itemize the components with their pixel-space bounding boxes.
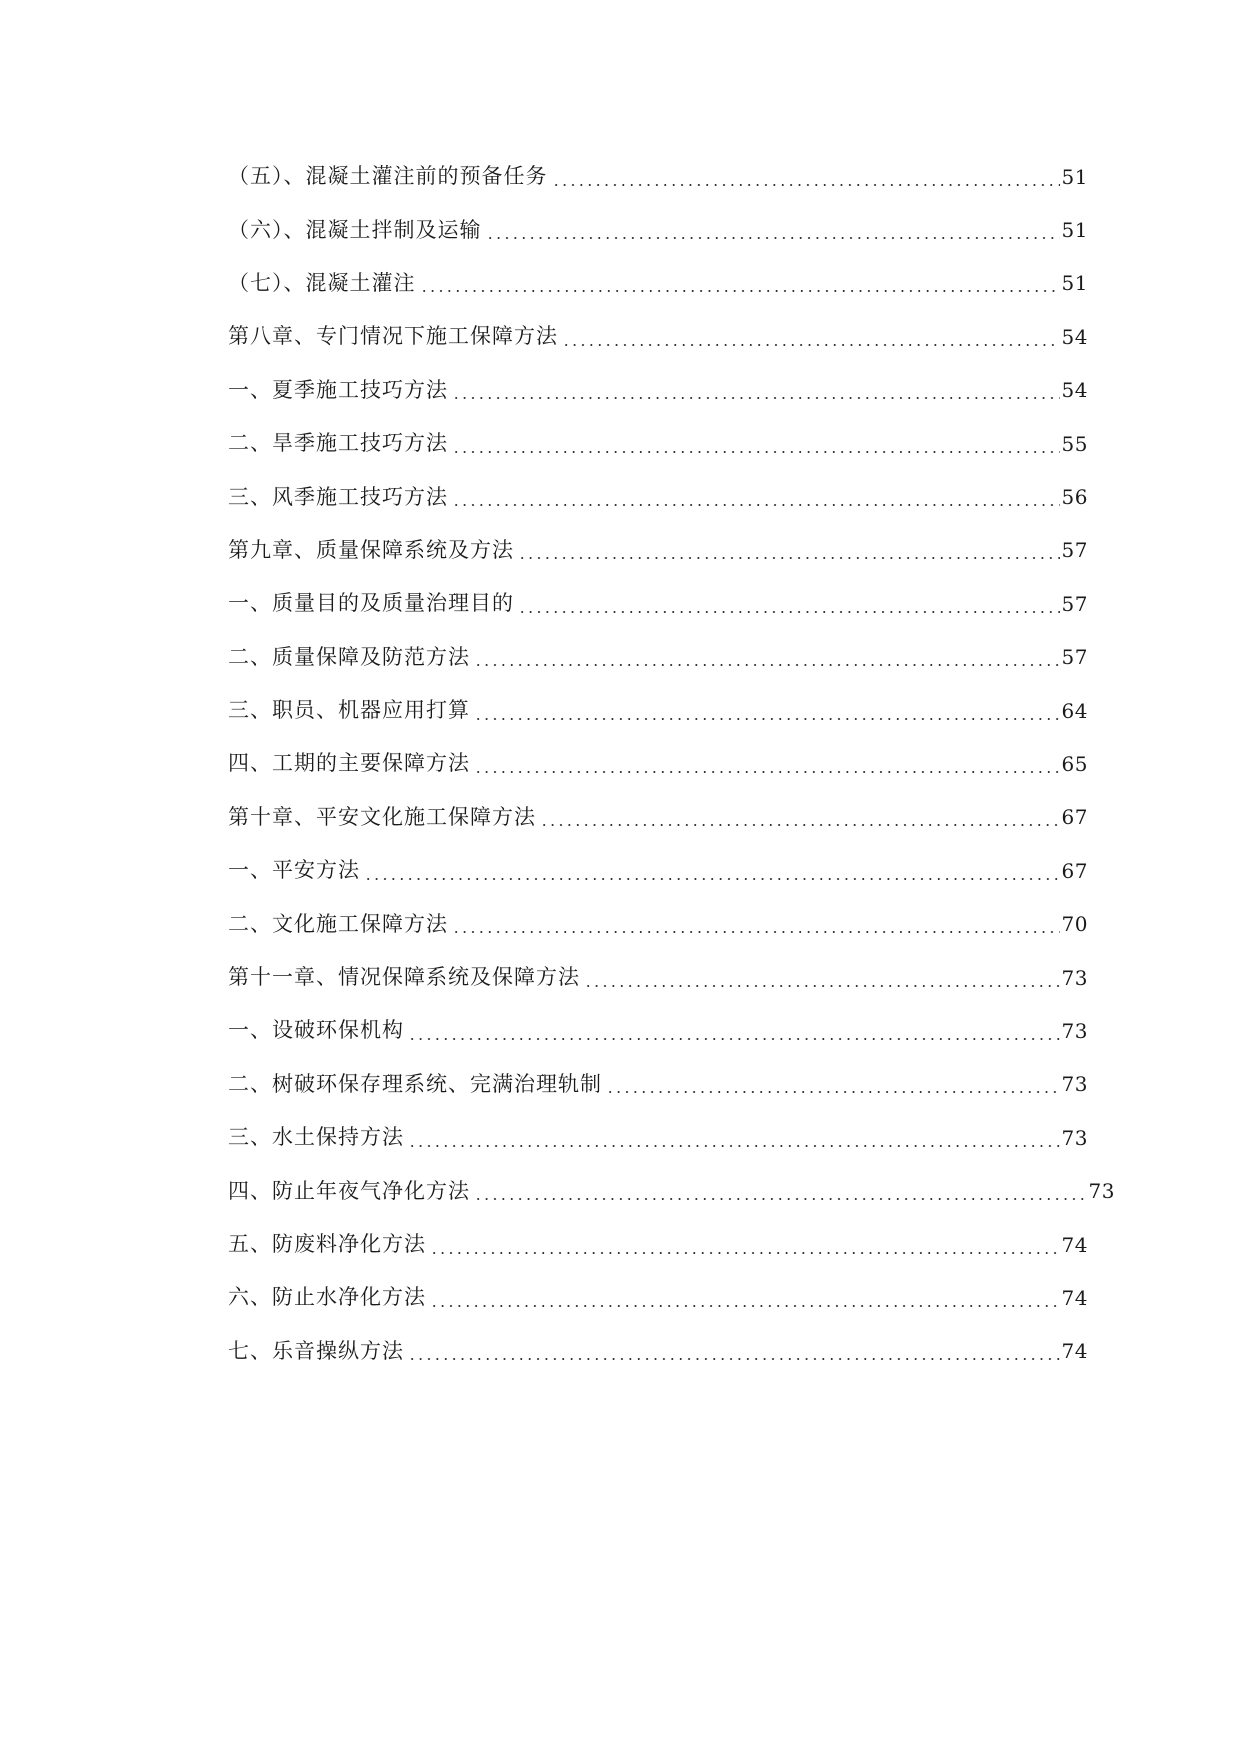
- toc-entry-title: （七）、混凝土灌注: [228, 270, 416, 295]
- toc-dot-leader: [408, 1038, 1060, 1040]
- toc-entry[interactable]: [228, 791, 1088, 844]
- toc-entry-page: 74: [1061, 1232, 1088, 1257]
- toc-entry-title: 二、树破环保存理系统、完满治理轨制: [228, 1071, 602, 1096]
- toc-entry[interactable]: [228, 524, 1088, 577]
- toc-entry-title: 二、质量保障及防范方法: [228, 644, 470, 669]
- toc-dot-leader: [452, 397, 1060, 399]
- toc-entry-page: 57: [1061, 591, 1088, 616]
- toc-dot-leader: [452, 931, 1060, 933]
- toc-entry-page: 55: [1061, 431, 1088, 456]
- toc-entry[interactable]: [228, 1164, 1115, 1217]
- toc-entry[interactable]: [228, 951, 1088, 1004]
- toc-entry-title: 六、防止水净化方法: [228, 1285, 426, 1310]
- toc-dot-leader: [430, 1252, 1060, 1254]
- toc-entry-page: 57: [1061, 538, 1088, 563]
- toc-entry-page: 51: [1061, 218, 1088, 243]
- toc-entry[interactable]: [228, 1058, 1088, 1111]
- toc-entry-title: 第十一章、情况保障系统及保障方法: [228, 965, 580, 990]
- toc-dot-leader: [420, 290, 1060, 292]
- toc-entry-title: 二、文化施工保障方法: [228, 911, 448, 936]
- toc-entry[interactable]: [228, 1111, 1088, 1164]
- toc-dot-leader: [518, 557, 1060, 559]
- toc-entry-page: 73: [1061, 965, 1088, 990]
- toc-entry[interactable]: [228, 1004, 1088, 1057]
- toc-entry-page: 56: [1061, 485, 1088, 510]
- toc-entry-title: （六）、混凝土拌制及运输: [228, 217, 482, 242]
- toc-entry-page: 57: [1061, 645, 1088, 670]
- toc-dot-leader: [452, 451, 1060, 453]
- toc-entry[interactable]: [228, 417, 1088, 470]
- toc-entry-page: 65: [1061, 751, 1088, 776]
- toc-entry-title: 第九章、质量保障系统及方法: [228, 537, 514, 562]
- toc-entry-page: 73: [1061, 1018, 1088, 1043]
- toc-entry-title: 第八章、专门情况下施工保障方法: [228, 324, 558, 349]
- toc-entry-page: 54: [1061, 324, 1088, 349]
- toc-dot-leader: [474, 664, 1060, 666]
- toc-entry[interactable]: [228, 577, 1088, 630]
- toc-entry-title: 一、夏季施工技巧方法: [228, 377, 448, 402]
- toc-entry[interactable]: [228, 310, 1088, 363]
- toc-entry[interactable]: [228, 364, 1088, 417]
- toc-entry-page: 67: [1061, 805, 1088, 830]
- toc-entry-title: 一、平安方法: [228, 858, 360, 883]
- toc-entry-title: 五、防废料净化方法: [228, 1232, 426, 1256]
- toc-entry-page: 74: [1061, 1339, 1088, 1364]
- toc-entry-page: 73: [1061, 1072, 1088, 1097]
- toc-entry[interactable]: [228, 257, 1088, 310]
- toc-dot-leader: [408, 1145, 1060, 1147]
- toc-dot-leader: [518, 611, 1060, 613]
- toc-entry-title: 三、水土保持方法: [228, 1125, 404, 1150]
- toc-dot-leader: [430, 1305, 1060, 1307]
- toc-entry-title: 四、工期的主要保障方法: [228, 751, 470, 776]
- toc-entry[interactable]: [228, 844, 1088, 897]
- toc-entry[interactable]: [228, 203, 1088, 256]
- toc-entry-page: 64: [1061, 698, 1088, 723]
- toc-dot-leader: [364, 878, 1060, 880]
- toc-entry-title: 第十章、平安文化施工保障方法: [228, 804, 536, 829]
- toc-entry-page: 51: [1061, 164, 1088, 189]
- toc-entry-page: 70: [1061, 912, 1088, 937]
- toc-dot-leader: [474, 1198, 1087, 1200]
- toc-dot-leader: [452, 504, 1060, 506]
- toc-entry-title: 三、风季施工技巧方法: [228, 484, 448, 509]
- toc-entry-page: 73: [1088, 1179, 1115, 1204]
- toc-dot-leader: [562, 344, 1060, 346]
- toc-dot-leader: [474, 718, 1060, 720]
- table-of-contents: [228, 150, 1115, 1378]
- toc-entry-title: （五）、混凝土灌注前的预备任务: [228, 164, 548, 189]
- toc-entry[interactable]: [228, 150, 1088, 203]
- toc-entry-title: 二、旱季施工技巧方法: [228, 431, 448, 456]
- toc-entry-title: 七、乐音操纵方法: [228, 1338, 404, 1363]
- toc-entry-title: 一、设破环保机构: [228, 1018, 404, 1043]
- toc-dot-leader: [408, 1358, 1060, 1360]
- toc-entry[interactable]: [228, 737, 1088, 790]
- toc-entry[interactable]: [228, 1218, 1088, 1271]
- toc-entry[interactable]: [228, 1325, 1088, 1378]
- toc-entry[interactable]: [228, 897, 1088, 950]
- toc-entry-page: 73: [1061, 1125, 1088, 1150]
- toc-entry-page: 51: [1061, 271, 1088, 296]
- toc-dot-leader: [474, 771, 1060, 773]
- toc-entry[interactable]: [228, 631, 1088, 684]
- toc-entry-page: 54: [1061, 378, 1088, 403]
- toc-entry[interactable]: [228, 1271, 1088, 1324]
- toc-entry[interactable]: [228, 684, 1088, 737]
- toc-entry-page: 74: [1061, 1285, 1088, 1310]
- toc-dot-leader: [552, 184, 1060, 186]
- toc-entry-title: 四、防止年夜气净化方法: [228, 1178, 470, 1203]
- toc-entry-title: 一、质量目的及质量治理目的: [228, 591, 514, 616]
- toc-dot-leader: [606, 1091, 1060, 1093]
- toc-entry-title: 三、职员、机器应用打算: [228, 698, 470, 723]
- toc-entry-page: 67: [1061, 858, 1088, 883]
- toc-dot-leader: [540, 824, 1060, 826]
- toc-entry[interactable]: [228, 470, 1088, 523]
- toc-dot-leader: [584, 985, 1060, 987]
- toc-dot-leader: [486, 237, 1060, 239]
